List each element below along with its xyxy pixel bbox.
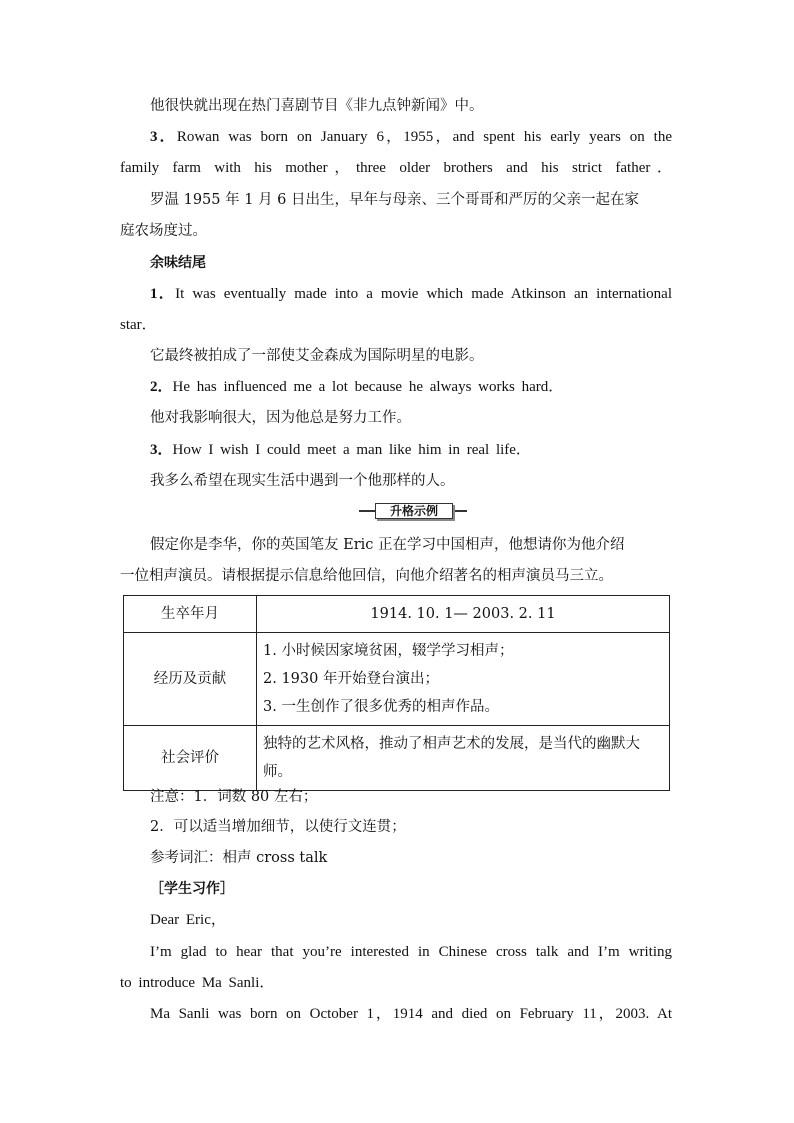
table-header-cell: 社会评价 (124, 726, 257, 791)
text-line (150, 127, 672, 147)
list-item: 3. 一生创作了很多优秀的相声作品。 (263, 699, 499, 715)
table-row (124, 726, 670, 791)
note-line: 2．可以适当增加细节，以使行文连贯； (150, 819, 406, 835)
text-line: 庭农场度过。 (120, 223, 207, 239)
note-line: 参考词汇：相声 cross talk (150, 850, 328, 866)
note-line: 注意：1．词数 80 左右； (150, 789, 318, 805)
item-text: Rowan was born on January 6，1955，and spent his early years on the (176, 129, 672, 145)
text-line: 罗温 1955 年 1 月 6 日出生，早年与母亲、三个哥哥和严厉的父亲一起在家 (150, 192, 640, 208)
banner-rule-left (359, 510, 375, 512)
item-text: It was eventually made into a movie which made Atkinson an international (175, 286, 672, 302)
table-header-cell: 经历及贡献 (124, 633, 257, 726)
text-line: 他很快就出现在热门喜剧节目《非九点钟新闻》中。 (150, 98, 484, 114)
table-header-cell: 生卒年月 (124, 596, 257, 633)
item-number: 1． (150, 286, 176, 302)
list-item: 1. 小时候因家境贫困，辍学学习相声； (263, 643, 514, 659)
essay-line: Dear Eric， (150, 912, 226, 928)
text-line: 它最终被拍成了一部使艾金森成为国际明星的电影。 (150, 348, 484, 364)
text-line: star． (120, 317, 157, 333)
table-cell (257, 633, 670, 726)
list-item: 2. 1930 年开始登台演出； (263, 671, 439, 687)
essay-line: I’m glad to hear that you’re interested in Chinese cross talk and I’m writing (150, 944, 672, 960)
essay-line: to introduce Ma Sanli． (120, 975, 275, 991)
info-table (123, 595, 670, 791)
table-row (124, 596, 670, 633)
essay-line: Ma Sanli was born on October 1，1914 and died on February 11，2003. At (150, 1006, 672, 1022)
text-line (150, 377, 563, 397)
text-line: 他对我影响很大，因为他总是努力工作。 (150, 410, 411, 426)
item-text: He has influenced me a lot because he always works hard． (172, 379, 564, 395)
item-number: 3． (150, 442, 173, 458)
table-row (124, 633, 670, 726)
prompt-line: 假定你是李华，你的英国笔友 Eric 正在学习中国相声，他想请你为他介绍 (150, 537, 625, 553)
banner-rule-right (453, 510, 467, 512)
prompt-line: 一位相声演员。请根据提示信息给他回信，向他介绍著名的相声演员马三立。 (120, 568, 613, 584)
item-number: 2． (150, 379, 173, 395)
text-line: family farm with his mother，three older brothers and his strict father． (120, 160, 672, 176)
table-cell: 独特的艺术风格，推动了相声艺术的发展，是当代的幽默大师。 (257, 726, 670, 791)
table-cell: 1914. 10. 1— 2003. 2. 11 (257, 596, 670, 633)
item-text: How I wish I could meet a man like him in real life． (172, 442, 531, 458)
section-banner (359, 503, 467, 519)
text-line (150, 440, 531, 460)
banner-label: 升格示例 (375, 503, 453, 519)
item-number: 3． (150, 129, 177, 145)
text-line (150, 284, 672, 304)
section-heading: 余味结尾 (150, 255, 206, 271)
text-line: 我多么希望在现实生活中遇到一个他那样的人。 (150, 473, 455, 489)
essay-heading: ［学生习作］ (150, 881, 234, 897)
